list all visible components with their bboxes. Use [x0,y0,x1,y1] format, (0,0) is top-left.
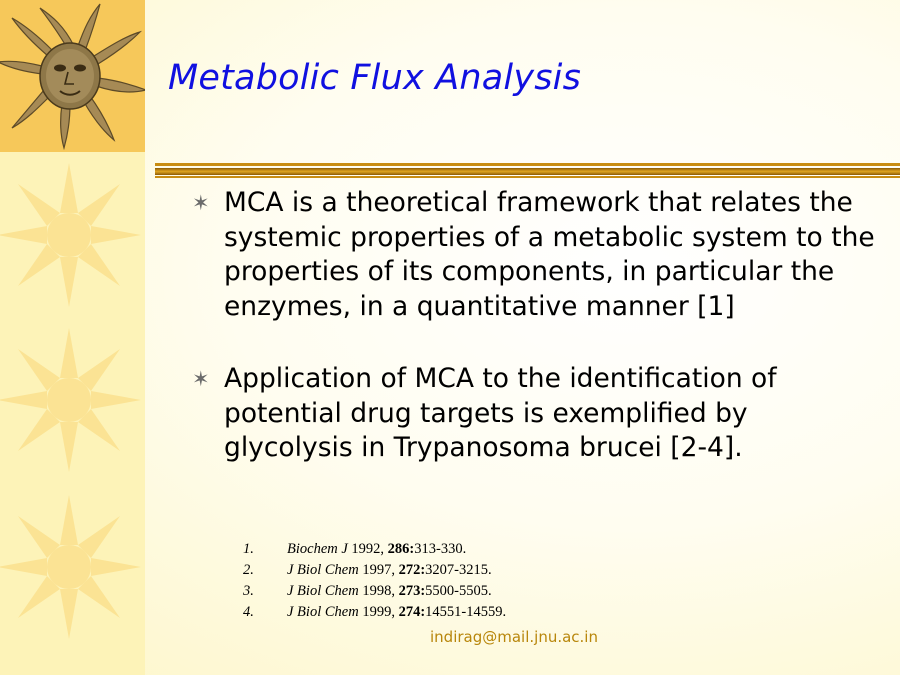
reference-pages: 5500-5505. [425,583,492,599]
sun-face-icon [0,0,145,152]
reference-journal: J Biol Chem [287,562,359,578]
bullet-list [190,186,880,466]
reference-journal: Biochem J [287,541,348,557]
reference-pages: 14551-14559. [425,604,507,620]
reference-list [243,539,506,623]
reference-number: 2. [243,562,254,578]
reference-year: 1998, [358,583,399,599]
title-divider [155,160,900,180]
reference-year: 1999, [358,604,399,620]
footer-email: indirag@mail.jnu.ac.in [430,628,598,646]
reference-volume: 273: [398,583,426,599]
star-bullet-icon: ✶ [192,191,210,215]
sun-icon [0,492,144,642]
logo-box [0,0,145,152]
reference-number: 3. [243,583,254,599]
reference-number: 4. [243,604,254,620]
reference-volume: 286: [387,541,415,557]
star-bullet-icon: ✶ [192,367,210,391]
reference-volume: 274: [398,604,426,620]
reference-year: 1992, [347,541,388,557]
sun-icon [0,160,144,310]
reference-volume: 272: [398,562,426,578]
reference-pages: 3207-3215. [425,562,492,578]
bullet-text: MCA is a theoretical framework that relates the systemic properties of a metabolic system to the properties of its components, in particular the enzymes, in a quantitative manner [1] [224,187,875,322]
reference-number: 1. [243,541,254,557]
bullet-text: Application of MCA to the identification of potential drug targets is exemplified by glycolysis in Trypanosoma brucei [2-4]. [224,363,777,463]
reference-journal: J Biol Chem [287,583,359,599]
reference-item [243,581,506,602]
reference-pages: 313-330. [414,541,467,557]
bullet-item [190,186,880,324]
reference-item [243,560,506,581]
reference-year: 1997, [358,562,399,578]
reference-item [243,539,506,560]
reference-item [243,602,506,623]
slide-title: Metabolic Flux Analysis [168,58,582,98]
reference-journal: J Biol Chem [287,604,359,620]
bullet-item [190,362,880,466]
sun-icon [0,325,144,475]
